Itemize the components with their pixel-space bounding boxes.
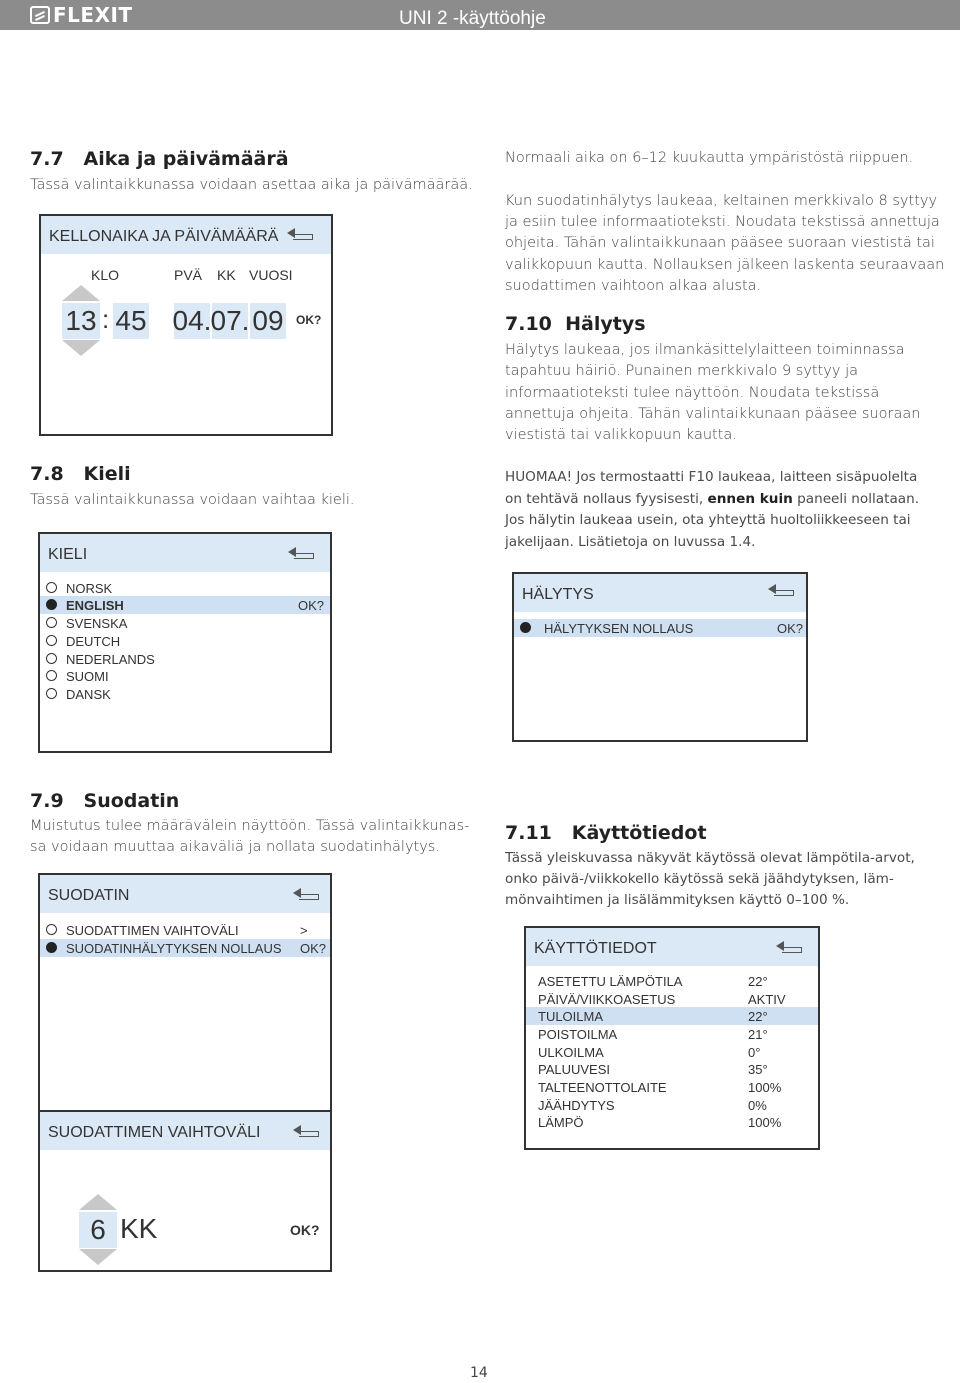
screen-title: SUODATTIMEN VAIHTOVÄLI (48, 1124, 261, 1141)
info-label: POISTOILMA (538, 1027, 618, 1042)
menu-item-label: SUODATINHÄLYTYKSEN NOLLAUS (66, 941, 282, 956)
flexit-logo (30, 4, 133, 26)
info-value: 35° (748, 1062, 768, 1077)
ok-button[interactable]: OK? (777, 621, 804, 636)
page-header (0, 0, 960, 30)
radio-off-icon (46, 582, 57, 593)
note-text-line: jakelijaan. Lisätietoja on luvussa 1.4. (505, 534, 756, 550)
label-pva: PVÄ (174, 267, 203, 283)
increase-arrow-icon[interactable] (62, 285, 100, 301)
section-7-10-heading (505, 313, 646, 335)
screen-title: KELLONAIKA JA PÄIVÄMÄÄRÄ (49, 228, 279, 245)
section-7-8-text: Tässä valintaikkunassa voidaan vaihtaa kieli. (30, 492, 355, 508)
decrease-arrow-icon[interactable] (79, 1249, 117, 1265)
radio-off-icon (46, 653, 57, 664)
info-row-selected[interactable] (526, 1007, 818, 1025)
radio-on-icon (520, 622, 531, 633)
section-title: Hälytys (565, 313, 646, 335)
section-7-9-text-line: Muistutus tulee määrävälein näyttöön. Tässä valintaikkunas- (30, 818, 470, 834)
menu-item-label: SUODATTIMEN VAIHTOVÄLI (66, 923, 239, 938)
screen-filter-interval (38, 1110, 332, 1272)
note-fragment: on tehtävä nollaus fyysisesti, (505, 491, 708, 507)
info-label: ULKOILMA (538, 1045, 604, 1060)
day-field[interactable]: 04. (174, 303, 210, 339)
screen-header (40, 1112, 330, 1150)
info-row (526, 1096, 818, 1114)
alarm-text-line: Hälytys laukeaa, jos ilmankäsittelylaitteen toiminnassa (505, 342, 905, 358)
language-option[interactable] (40, 685, 330, 703)
language-option[interactable] (40, 650, 330, 668)
info-value: 100% (748, 1080, 782, 1095)
section-title: Aika ja päivämäärä (83, 148, 289, 170)
radio-off-icon (46, 924, 57, 935)
screen-title: KÄYTTÖTIEDOT (534, 940, 657, 957)
menu-item-label: HÄLYTYKSEN NOLLAUS (544, 621, 694, 636)
decrease-arrow-icon[interactable] (62, 340, 100, 356)
radio-on-icon (46, 942, 57, 953)
info-row (526, 990, 818, 1008)
label-vuosi: VUOSI (249, 267, 293, 283)
screen-header (40, 534, 330, 572)
info-label: LÄMPÖ (538, 1115, 584, 1130)
language-option[interactable] (40, 667, 330, 685)
filter-alarm-text-line: ohjeita. Tähän valintaikkunaan pääsee suoraan viestistä tai (505, 235, 935, 251)
radio-off-icon (46, 635, 57, 646)
info-label: ASETETTU LÄMPÖTILA (538, 974, 683, 989)
interval-value-field[interactable]: 6 (79, 1212, 117, 1248)
info-value: 21° (748, 1027, 768, 1042)
back-icon[interactable] (288, 546, 314, 560)
section-7-9-heading (30, 790, 179, 812)
ok-button[interactable]: OK? (290, 1222, 320, 1238)
alarm-text-line: annettuja ohjeita. Tähän valintaikkunaan pääsee suoraan (505, 406, 921, 422)
language-option[interactable] (40, 632, 330, 650)
section-title: Suodatin (83, 790, 180, 812)
screen-alarm (512, 572, 808, 742)
back-icon[interactable] (776, 940, 802, 954)
section-7-9-text-line: sa voidaan muuttaa aikaväliä ja nollata suodatinhälytys. (30, 839, 440, 855)
note-text-line: HUOMAA! Jos termostaatti F10 laukeaa, laitteen sisäpuolelta (505, 469, 918, 485)
section-7-11-heading (505, 822, 707, 844)
info-row (526, 1078, 818, 1096)
minute-field[interactable]: 45 (113, 303, 149, 339)
screen-title: KIELI (48, 546, 88, 563)
hour-field[interactable]: 13 (62, 303, 100, 339)
screen-time-date (39, 214, 333, 436)
note-fragment: paneeli nollataan. (792, 491, 920, 507)
language-label: DANSK (66, 687, 111, 702)
language-option[interactable] (40, 579, 330, 597)
screen-header (514, 574, 806, 612)
filter-interval-text: Normaali aika on 6–12 kuukautta ympäristöstä riippuen. (505, 150, 914, 166)
year-field[interactable]: 09 (250, 303, 286, 339)
language-option[interactable] (40, 614, 330, 632)
section-title: Käyttötiedot (571, 822, 707, 844)
alarm-text-line: viestistä tai valikkopuun kautta. (505, 427, 737, 443)
filter-alarm-text-line: suodattimen vaihtoon alkaa alusta. (505, 278, 762, 294)
note-emphasis: ennen kuin (707, 491, 793, 507)
chevron-right-icon: > (300, 923, 308, 938)
operation-info-text-line: onko päivä-/viikkokello käytössä sekä jäähdytyksen, läm- (505, 871, 894, 887)
language-label: ENGLISH (66, 598, 124, 613)
label-kk: KK (217, 267, 236, 283)
screen-header (41, 216, 331, 254)
radio-off-icon (46, 688, 57, 699)
language-option-selected[interactable] (40, 596, 330, 614)
info-label: TULOILMA (538, 1009, 604, 1024)
alarm-text-line: informaatioteksti tulee näyttöön. Noudata tekstissä (505, 385, 880, 401)
back-icon[interactable] (768, 583, 794, 597)
time-separator: : (102, 304, 110, 334)
language-label: NORSK (66, 581, 113, 596)
language-label: SVENSKA (66, 616, 128, 631)
section-7-8-heading (30, 463, 131, 485)
operation-info-text-line: mönvaihtimen ja lisälämmityksen käyttö 0–100 %. (505, 892, 850, 908)
note-text-line (505, 489, 919, 510)
back-icon[interactable] (287, 227, 313, 241)
info-label: PALUUVESI (538, 1062, 611, 1077)
ok-button[interactable]: OK? (298, 598, 325, 613)
screen-filter (38, 873, 332, 1113)
info-row (526, 1043, 818, 1061)
screen-header (40, 875, 330, 913)
language-label: DEUTCH (66, 634, 121, 649)
screen-title: SUODATIN (48, 887, 130, 904)
section-number: 7.10 (505, 313, 552, 335)
info-row (526, 1025, 818, 1043)
menu-item-alarm-reset[interactable] (514, 619, 806, 637)
section-number: 7.11 (505, 822, 552, 844)
info-value: 0° (748, 1045, 761, 1060)
info-value: 0% (748, 1098, 767, 1113)
info-value: 100% (748, 1115, 782, 1130)
info-row (526, 1113, 818, 1131)
screen-operation-info (524, 926, 820, 1150)
alarm-text-line: tapahtuu häiriö. Punainen merkkivalo 9 syttyy ja (505, 363, 858, 379)
label-klo: KLO (91, 267, 120, 283)
ok-button[interactable]: OK? (296, 313, 322, 327)
ok-button[interactable]: OK? (300, 941, 327, 956)
info-label: TALTEENOTTOLAITE (538, 1080, 667, 1095)
radio-off-icon (46, 670, 57, 681)
flexit-logo-icon (30, 6, 50, 24)
section-number: 7.8 (30, 463, 64, 485)
section-number: 7.9 (30, 790, 64, 812)
note-text-line: Jos hälytin laukeaa usein, ota yhteyttä huoltoliikkeeseen tai (505, 512, 911, 528)
page-number: 14 (470, 1365, 488, 1381)
menu-item-filter-reset[interactable] (40, 939, 330, 957)
info-row (526, 1060, 818, 1078)
back-icon[interactable] (293, 1124, 319, 1138)
section-7-7-heading (30, 148, 289, 170)
section-title: Kieli (83, 463, 131, 485)
info-row (526, 972, 818, 990)
screen-title: HÄLYTYS (522, 586, 594, 603)
increase-arrow-icon[interactable] (79, 1194, 117, 1210)
radio-on-icon (46, 599, 57, 610)
info-label: JÄÄHDYTYS (538, 1098, 615, 1113)
operation-info-text-line: Tässä yleiskuvassa näkyvät käytössä olevat lämpötila-arvot, (505, 850, 915, 866)
filter-alarm-text-line: valikkopuun kautta. Nollauksen jälkeen laskenta seuraavaan (505, 257, 945, 273)
filter-alarm-text-line: Kun suodatinhälytys laukeaa, keltainen merkkivalo 8 syttyy (505, 193, 938, 209)
language-label: NEDERLANDS (66, 652, 155, 667)
screen-header (526, 928, 818, 966)
filter-alarm-text-line: ja esiin tulee informaatioteksti. Noudata tekstissä annettuja (505, 214, 940, 230)
brand-name: FLEXIT (53, 3, 133, 27)
interval-unit: KK (120, 1213, 158, 1244)
info-value: AKTIV (748, 992, 786, 1007)
section-7-7-text: Tässä valintaikkunassa voidaan asettaa aika ja päivämäärää. (30, 177, 473, 193)
menu-item-filter-interval[interactable] (40, 921, 330, 939)
info-value: 22° (748, 974, 768, 989)
language-label: SUOMI (66, 669, 109, 684)
info-label: PÄIVÄ/VIIKKOASETUS (538, 992, 676, 1007)
radio-off-icon (46, 617, 57, 628)
document-title: UNI 2 -käyttöohje (399, 8, 546, 29)
back-icon[interactable] (293, 887, 319, 901)
month-field[interactable]: 07. (212, 303, 248, 339)
screen-language (38, 532, 332, 753)
info-value: 22° (748, 1009, 768, 1024)
section-number: 7.7 (30, 148, 64, 170)
